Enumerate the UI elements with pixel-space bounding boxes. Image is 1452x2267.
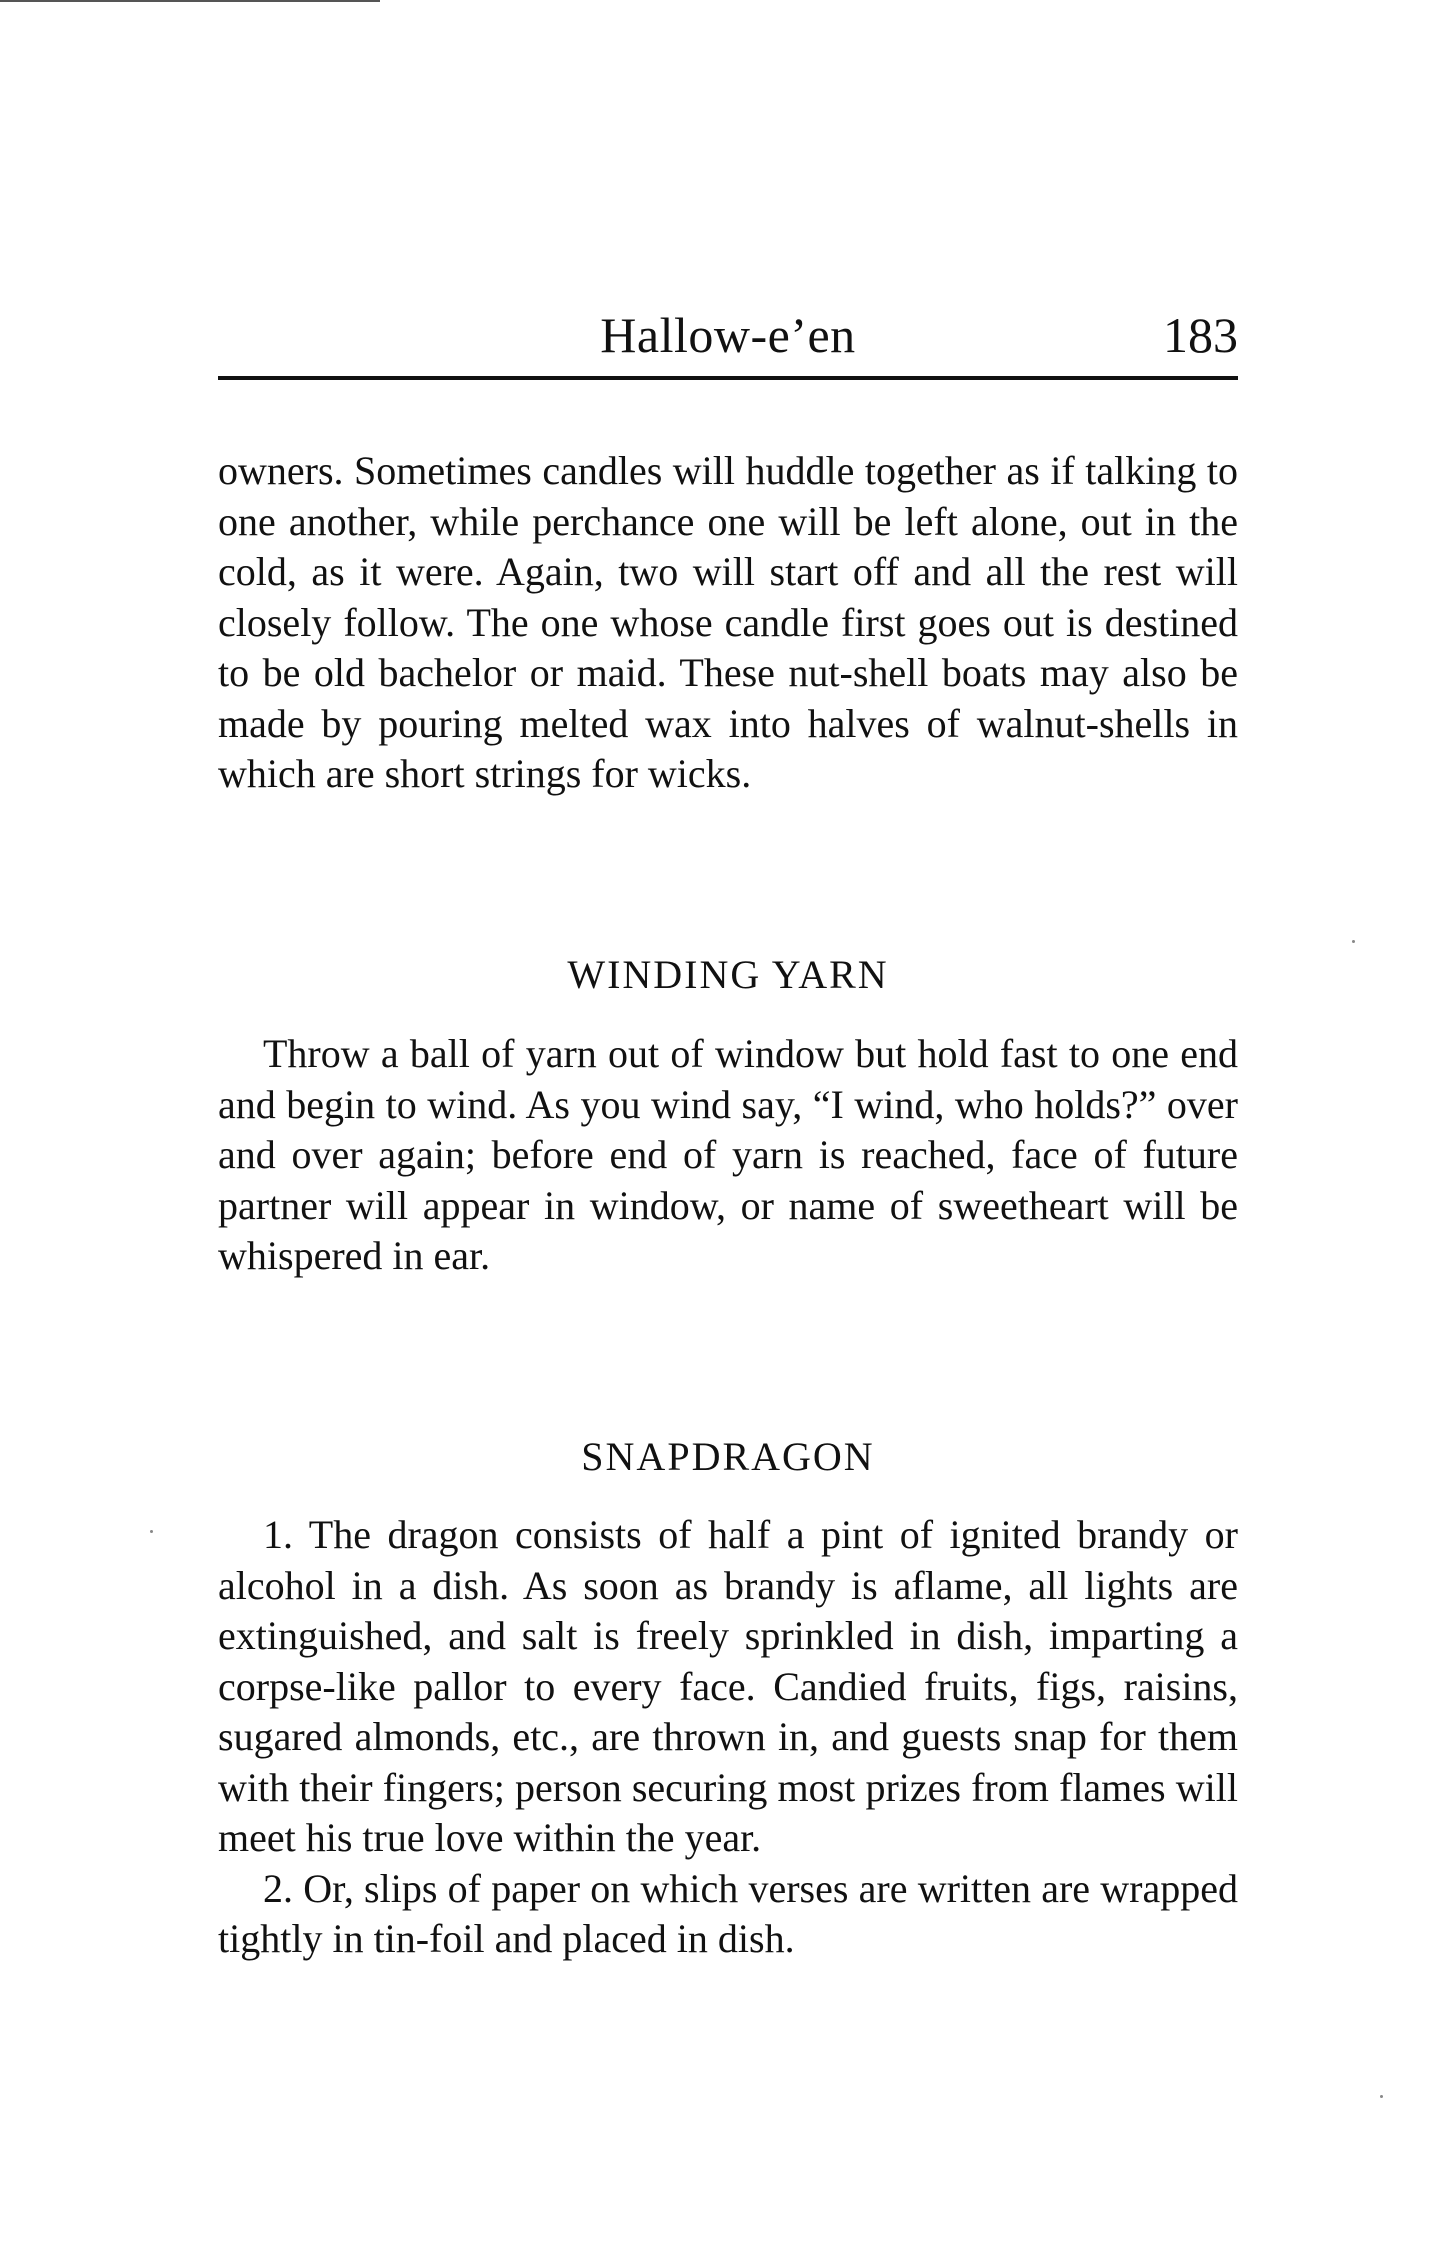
winding-yarn-section: [218, 1029, 1238, 1282]
snapdragon-section: [218, 1510, 1238, 1965]
section-heading-snapdragon: SNAPDRAGON: [581, 1434, 875, 1479]
header-rule: [218, 376, 1238, 380]
page-number: 183: [1163, 307, 1238, 363]
winding-yarn-paragraph: Throw a ball of yarn out of window but hold fast to one end and begin to wind. As you wind say, “I wind, who holds?” over and over again; before end of yarn is reached, face of future partner will appear in window, or name of sweetheart will be whispered in ear.: [218, 1031, 1238, 1278]
running-head-title: Hallow-e’en: [600, 307, 856, 363]
scan-edge-rule: [0, 0, 380, 2]
snapdragon-paragraph-1: 1. The dragon consists of half a pint of ignited brandy or alcohol in a dish. As soon as brandy is aflame, all lights are extinguished, and salt is freely sprinkled in dish, imparting a corpse-like pallor to every face. Candied fruits, figs, raisins, sugared almonds, etc., are thrown in, and guests snap for them with their fingers; person securing most prizes from flames will meet his true love within the year.: [218, 1512, 1238, 1860]
paper-speck: [1380, 2095, 1383, 2098]
paper-speck: [1352, 940, 1355, 943]
continuation-section: [218, 446, 1238, 800]
paper-speck: [150, 1530, 153, 1533]
snapdragon-paragraph-2: 2. Or, slips of paper on which verses are written are wrapped tightly in tin-foil and placed in dish.: [218, 1865, 1238, 1961]
section-heading-winding-yarn: WINDING YARN: [567, 952, 889, 997]
running-head: [218, 300, 1238, 370]
continuation-paragraph: owners. Sometimes candles will huddle together as if talking to one another, while perchance one will be left alone, out in the cold, as it were. Again, two will start off and all the rest will closely follow. The one whose candle first goes out is destined to be old bachelor or maid. These nut-shell boats may also be made by pouring melted wax into halves of walnut-shells in which are short strings for wicks.: [218, 448, 1238, 796]
